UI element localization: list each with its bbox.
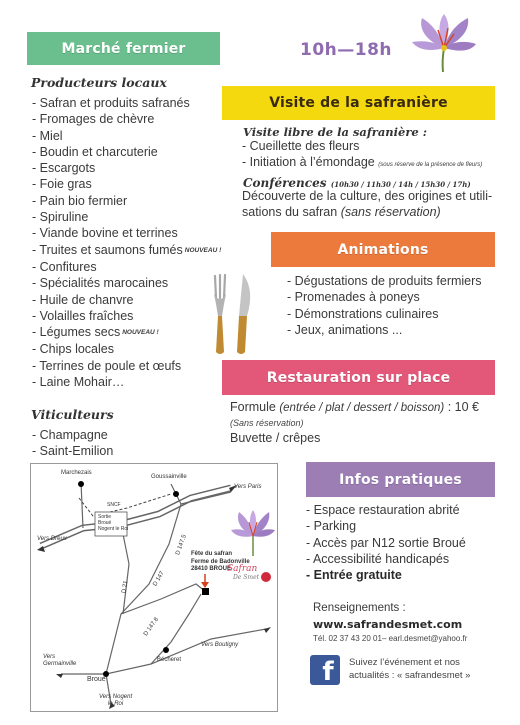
list-item: - Boudin et charcuterie <box>32 144 158 159</box>
viticulteurs-heading: Viticulteurs <box>31 407 114 422</box>
map-label-vers-germainville-1: Vers <box>43 654 56 660</box>
crocus-flower-icon <box>408 12 478 80</box>
conferences-text-2 <box>242 205 441 221</box>
restauration-title: Restauration sur place <box>266 369 451 386</box>
map-label-sortie-2: Broué <box>98 520 112 526</box>
list-item: - Huile de chanvre <box>32 292 134 307</box>
map-label-marchezais: Marchezais <box>61 470 92 476</box>
visite-note: (sous réserve de la présence de fleurs) <box>378 162 483 168</box>
facebook-text-2: actualités : « safrandesmet » <box>349 670 471 681</box>
conferences-text-2-main: sations du safran <box>242 205 338 219</box>
list-item: - Foie gras <box>32 177 92 192</box>
map-label-fete-3: 28410 BROUE <box>191 566 232 572</box>
nouveau-tag: NOUVEAU ! <box>184 246 222 254</box>
viticulteurs-list <box>32 427 113 460</box>
map-label-sortie <box>98 514 128 532</box>
visite-item-2 <box>242 155 482 174</box>
map-crocus-icon <box>231 508 275 558</box>
list-item: - Miel <box>32 128 63 143</box>
list-item: - Spiruline <box>32 210 89 225</box>
list-item: - Saint-Emilion <box>32 444 114 459</box>
map-label-sortie-1: Sortie <box>98 514 112 520</box>
list-item: - Pain bio fermier <box>32 193 128 208</box>
list-item: - Dégustations de produits fermiers <box>287 274 482 288</box>
animations-title: Animations <box>337 241 429 258</box>
buvette-text: Buvette / crêpes <box>230 431 321 445</box>
list-item-text: - Légumes secs <box>32 325 121 340</box>
list-item: - Accès par N12 sortie Broué <box>306 535 466 550</box>
visite-item-1: - Cueillette des fleurs <box>242 139 360 153</box>
visite-title: Visite de la safranière <box>269 95 448 111</box>
map-label-goussainville: Goussainville <box>151 474 187 480</box>
facebook-glyph: f <box>322 657 334 685</box>
list-item: - Champagne <box>32 428 108 442</box>
map-label-vers-nogent <box>99 694 132 708</box>
list-item: - Démonstrations culinaires <box>287 306 439 321</box>
renseignements-label: Renseignements : <box>313 602 406 614</box>
map-label-d1478: D 147.8 <box>143 616 160 638</box>
restauration-band <box>222 360 495 395</box>
fork-knife-icon <box>203 270 263 360</box>
list-item <box>32 324 221 341</box>
nouveau-tag: NOUVEAU ! <box>122 329 159 337</box>
list-item: - Terrines de poule et œufs <box>32 358 182 373</box>
facebook-icon[interactable] <box>310 655 340 685</box>
list-item <box>32 242 221 259</box>
facebook-text-1: Suivez l’événement et nos <box>349 657 460 668</box>
list-item: - Parking <box>306 519 357 534</box>
visite-band <box>222 86 495 120</box>
map-label-vers-germainville <box>43 654 76 668</box>
safran-logo-name: Safran <box>227 564 258 574</box>
conferences-note: (sans réservation) <box>340 205 441 219</box>
map-label-vers-nogent-2: le Roi <box>107 701 124 707</box>
safran-logo-mark <box>261 572 271 582</box>
map-label-vers-dreux: Vers Dreux <box>37 536 67 542</box>
list-item: - Volailles fraîches <box>32 308 134 323</box>
producteurs-list <box>32 95 221 390</box>
animations-list <box>287 273 482 338</box>
list-item: - Laine Mohair… <box>32 375 125 390</box>
visite-subheading: Visite libre de la safranière : <box>243 125 427 139</box>
map-label-vers-paris: Vers Paris <box>234 484 262 490</box>
map-label-vers-germainville-2: Germainville <box>43 661 77 667</box>
formule-label: Formule <box>230 400 276 414</box>
access-map <box>30 463 278 712</box>
infos-title: Infos pratiques <box>339 471 462 488</box>
list-item: - Accessibilité handicapés <box>306 551 450 566</box>
map-label-d1475: D 147.5 <box>175 534 188 556</box>
map-label-vers-nogent-1: Vers Nogent <box>99 694 133 700</box>
formule-detail: (entrée / plat / dessert / boisson) <box>279 402 445 414</box>
list-item: - Fromages de chèvre <box>32 112 155 127</box>
map-label-becheret: Bécheret <box>157 657 182 663</box>
animations-band <box>271 232 495 267</box>
list-item: - Espace restauration abrité <box>306 503 460 517</box>
visite-item-text: - Initiation à l’émondage <box>242 155 375 169</box>
contact-line: Tél. 02 37 43 20 01– earl.desmet@yahoo.fr <box>313 634 468 643</box>
marche-fermier-band <box>27 32 220 65</box>
list-item: - Viande bovine et terrines <box>32 226 178 241</box>
list-item: - Escargots <box>32 161 96 176</box>
map-label-broue: Broué <box>87 676 106 683</box>
marche-fermier-title: Marché fermier <box>61 40 186 57</box>
infos-band <box>306 462 495 497</box>
infos-list <box>306 502 466 583</box>
list-item: - Spécialités marocaines <box>32 276 169 291</box>
map-label-sncf: SNCF <box>107 502 121 508</box>
list-item: - Promenades à poneys <box>287 290 420 305</box>
map-label-fete-2: Ferme de Badonville <box>191 558 250 565</box>
list-item: - Chips locales <box>32 342 114 357</box>
formule-note: (Sans réservation) <box>230 418 304 428</box>
formule-price: : 10 € <box>447 400 480 414</box>
map-roads <box>31 464 277 711</box>
list-item: - Safran et produits safranés <box>32 96 190 110</box>
conferences-times: (10h30 / 11h30 / 14h / 15h30 / 17h) <box>330 180 471 189</box>
map-label-d147: D 147 <box>152 570 166 588</box>
list-item: - Confitures <box>32 259 97 274</box>
map-label-vers-boutigny: Vers Boutigny <box>201 642 239 648</box>
list-item: - Jeux, animations ... <box>287 322 403 337</box>
map-label-sortie-3: Nogent le Roi <box>98 526 129 532</box>
hours-text: 10h—18h <box>300 40 393 60</box>
producteurs-heading: Producteurs locaux <box>31 75 167 90</box>
safran-logo-sub: De Smet <box>233 574 260 581</box>
conferences-text-1: Découverte de la culture, des origines et utili- <box>242 189 493 203</box>
website-link[interactable]: www.safrandesmet.com <box>313 618 463 631</box>
conferences-heading: Conférences <box>243 176 327 190</box>
map-label-d21: D 21 <box>121 580 130 594</box>
list-item-text: - Truites et saumons fumés <box>32 242 183 257</box>
entree-gratuite: - Entrée gratuite <box>306 568 402 583</box>
formule-line <box>230 400 479 417</box>
map-label-fete-1: Fête du safran <box>191 551 233 557</box>
